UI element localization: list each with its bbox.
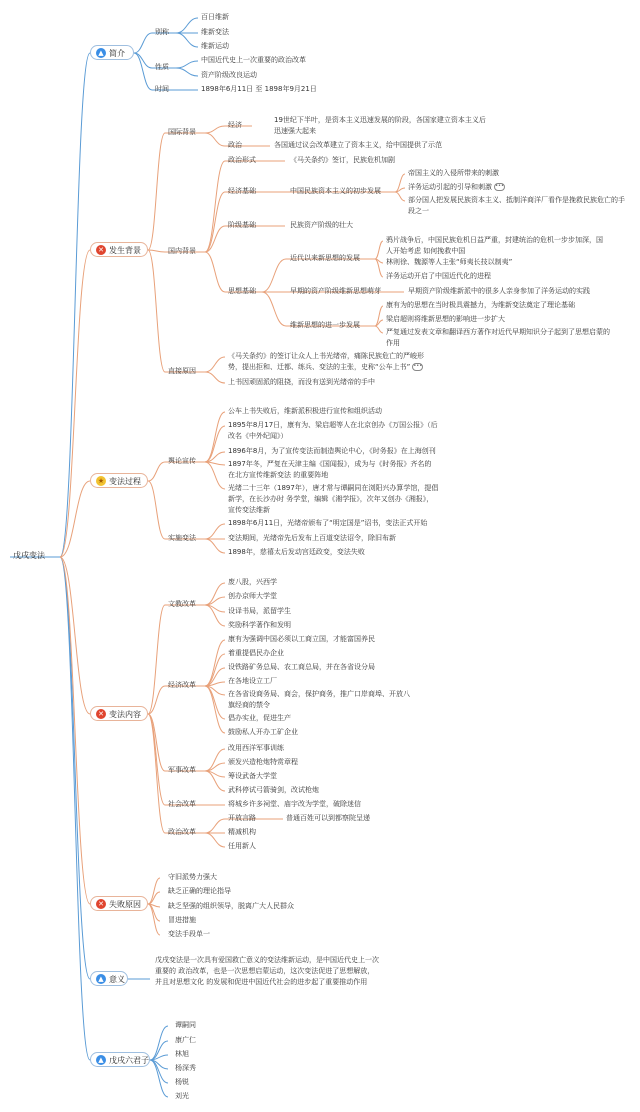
culture-item: 设译书局，派留学生	[228, 607, 291, 615]
economic-item: 帝国主义的入侵所带来的刺激	[408, 169, 499, 177]
connector	[176, 18, 198, 33]
connector	[375, 326, 383, 333]
section-meaning-label: 意义	[109, 975, 125, 984]
connector	[205, 126, 225, 133]
opinion-item: 1896年8月，为了宣传变法而制造舆论中心，《时务报》在上海创刊	[228, 447, 436, 455]
connector	[205, 539, 225, 553]
failure-item: 守旧派势力强大	[168, 873, 217, 881]
connector	[205, 583, 225, 605]
gentleman-item: 杨锐	[175, 1078, 189, 1086]
failure-item: 冒进措施	[168, 916, 196, 924]
thought-c-item: 康有为的思想在当时极具震撼力，为维新变法奠定了理论基础	[386, 301, 575, 309]
implement-label: 实施变法	[168, 534, 196, 542]
connector	[375, 241, 383, 259]
connector	[148, 481, 165, 539]
connector	[205, 749, 225, 771]
thought-a-item: 林则徐、魏源等人主张“师夷长技以制夷”	[386, 258, 513, 266]
gentleman-item: 林旭	[175, 1050, 189, 1058]
no-icon: ✕	[96, 709, 106, 719]
root-node[interactable]: 戊戌变法	[13, 551, 45, 560]
section-six-label: 戊戌六君子	[109, 1056, 149, 1065]
connector	[205, 357, 225, 372]
economic-item: 部分国人把发展民族资本主义、抵制洋商洋厂看作是挽救民族危亡的手段之一	[408, 196, 625, 215]
connector	[148, 133, 165, 250]
social-reform-value: 将城乡许多祠堂、庙宇改为学堂，破除迷信	[228, 800, 361, 808]
social-reform-label: 社会改革	[168, 800, 196, 808]
section-content[interactable]	[90, 706, 148, 721]
military-item: 颁发兴造枪炮特赏章程	[228, 758, 298, 766]
alias-item: 维新运动	[201, 42, 229, 50]
opinion-item: 光绪二十三年（1897年），唐才常与谭嗣同在浏阳兴办算学馆，提倡新学，在长沙办时 务学堂，编辑《湘学报》，次年又创办《湘报》，宣传变法维新	[228, 484, 439, 514]
opinion-item: 1895年8月17日，康有为、梁启超等人在北京创办《万国公报》（后改名《中外纪闻》）	[228, 421, 438, 440]
domestic-economic-mid: 中国民族资本主义的初步发展	[290, 187, 381, 195]
section-background-label: 发生背景	[109, 246, 141, 255]
thought-a-item: 鸦片战争后，中国民族危机日益严重，封建统治的危机一步步加深，国人开始考虑 如何挽救中国	[386, 236, 603, 255]
thought-c: 维新思想的进一步发展	[290, 321, 360, 329]
intl-politics-label: 政治	[228, 141, 242, 149]
meaning-text: 戊戌变法是一次具有爱国救亡意义的变法维新运动，是中国近代史上一次重要的 政治改革，也是一次思想启蒙运动，这次变法促进了思想解放，并且对思想文化 的发展和促进中国近代社会的进步起了重要推动作用	[155, 956, 379, 986]
connector	[148, 878, 160, 904]
opinion-item: 公车上书失败后，维新派积极进行宣传和组织活动	[228, 407, 382, 415]
connector	[205, 412, 225, 462]
failure-item: 缺乏坚强的组织领导，脱离广大人民群众	[168, 902, 294, 910]
failure-item: 变法手段单一	[168, 930, 210, 938]
connector	[205, 252, 225, 292]
connector	[148, 250, 165, 252]
no-icon: ✕	[96, 899, 106, 909]
economy-reform-label: 经济改革	[168, 681, 196, 689]
economy-item: 在各地设立工厂	[228, 677, 277, 685]
flame-icon: ▲	[96, 974, 106, 984]
thought-c-item: 严复通过发表文章和翻译西方著作对近代早期知识分子起到了思想启蒙的作用	[386, 328, 610, 347]
economy-item: 在各省设商务局、商会，保护商务，推广口岸商埠、开放八旗经商的禁令	[228, 690, 410, 709]
intro-aliases-label: 别称	[155, 28, 169, 36]
no-icon: ✕	[96, 245, 106, 255]
economy-item: 鼓励私人开办工矿企业	[228, 728, 298, 736]
more-icon[interactable]: •••	[495, 183, 504, 189]
implement-item: 变法期间，光绪帝先后发布上百道变法诏令，除旧布新	[228, 534, 396, 542]
connector	[60, 557, 90, 979]
nature-item: 中国近代史上一次重要的政治改革	[201, 56, 306, 64]
domestic-background-label: 国内背景	[168, 247, 196, 255]
politics-open-label: 开放言路	[228, 814, 256, 822]
gentleman-item: 刘光	[175, 1092, 189, 1100]
intl-economy-value: 19世纪下半叶，是资本主义迅速发展的阶段，各国家建立资本主义后 迅速强大起来	[274, 116, 486, 135]
connector	[134, 53, 152, 68]
connector	[205, 640, 225, 686]
section-process[interactable]	[90, 473, 148, 488]
connector	[148, 462, 165, 481]
connector	[150, 1060, 168, 1097]
intl-economy-label: 经济	[228, 121, 242, 129]
connector	[176, 61, 198, 68]
section-background[interactable]	[90, 242, 148, 257]
thought-a-item: 洋务运动开启了中国近代化的进程	[386, 272, 491, 280]
connector	[205, 372, 225, 383]
connector	[395, 188, 405, 192]
alias-item: 百日维新	[201, 13, 229, 21]
connector	[205, 819, 225, 833]
military-item: 改用西洋军事训练	[228, 744, 284, 752]
economic-item: 洋务运动引起的引导和刺激 •••	[408, 183, 504, 191]
connector	[375, 259, 383, 277]
connector	[176, 33, 198, 47]
domestic-economic-label: 经济基础	[228, 187, 256, 195]
politics-reform-label: 政治改革	[168, 828, 196, 836]
connector	[395, 174, 405, 192]
economy-item: 康有为强调中国必须以工商立国，才能富国养民	[228, 635, 375, 643]
thought-a: 近代以来新思想的发展	[290, 254, 360, 262]
section-six-gentlemen[interactable]	[90, 1052, 150, 1067]
direct-cause-item: 《马关条约》的签订让众人上书光绪帝，痛陈民族危亡的严峻形势，提出拒和、迁都、练兵、变法的主张，史称“公车上书” •••	[228, 352, 424, 371]
section-process-label: 变法过程	[109, 477, 141, 486]
direct-cause-item: 上书因顽固派的阻挠，而没有送到光绪帝的手中	[228, 378, 375, 386]
connector	[60, 557, 90, 714]
connector	[60, 53, 90, 557]
flame-icon: ▲	[96, 1055, 106, 1065]
intl-background-label: 国际背景	[168, 128, 196, 136]
connector	[205, 524, 225, 539]
connector	[205, 133, 225, 146]
thought-b-value: 早期资产阶级维新派中的很多人亲身参加了洋务运动的实践	[408, 287, 590, 295]
connector	[205, 192, 225, 252]
section-failure[interactable]	[90, 896, 148, 911]
direct-cause-label: 直接原因	[168, 367, 196, 375]
section-intro-label: 简介	[109, 49, 125, 58]
gentleman-item: 谭嗣同	[175, 1021, 196, 1029]
connector	[148, 714, 165, 833]
culture-item: 废八股，兴西学	[228, 578, 277, 586]
section-content-label: 变法内容	[109, 710, 141, 719]
opinion-label: 舆论宣传	[168, 457, 196, 465]
thought-b: 早期的资产阶级维新思想萌芽	[290, 287, 381, 295]
connector	[134, 53, 152, 90]
connector	[205, 833, 225, 847]
more-icon[interactable]: •••	[413, 363, 423, 369]
domestic-political-label: 政治形式	[228, 156, 256, 164]
intro-time-value: 1898年6月11日 至 1898年9月21日	[201, 85, 317, 93]
politics-open-value: 普通百姓可以到都察院呈递	[286, 814, 370, 822]
thought-c-item: 梁启超则将维新思想的影响进一步扩大	[386, 315, 505, 323]
culture-item: 创办京师大学堂	[228, 592, 277, 600]
connector	[176, 68, 198, 76]
flame-icon: ▲	[96, 48, 106, 58]
culture-reform-label: 文教改革	[168, 600, 196, 608]
politics-item: 任用新人	[228, 842, 256, 850]
connector	[148, 605, 165, 714]
connector	[148, 904, 160, 935]
economy-item: 倡办实业，促进生产	[228, 714, 291, 722]
intl-politics-value: 各国通过议会改革建立了资本主义，给中国提供了示范	[274, 141, 442, 149]
connector	[148, 714, 165, 805]
culture-item: 奖励科学著作和发明	[228, 621, 291, 629]
implement-item: 1898年，慈禧太后发动宫廷政变，变法失败	[228, 548, 365, 556]
connector	[60, 557, 90, 904]
connector	[205, 686, 225, 733]
connector	[134, 33, 152, 53]
connector	[205, 654, 225, 686]
intro-time-label: 时间	[155, 85, 169, 93]
opinion-item: 1897年冬，严复在天津主编《国闻报》，成为与《时务报》齐名的在北方宣传维新变法 的重要阵地	[228, 460, 432, 479]
connector	[262, 292, 286, 326]
gentleman-item: 杨深秀	[175, 1064, 196, 1072]
connector	[205, 462, 225, 489]
section-intro[interactable]	[90, 45, 134, 60]
failure-item: 缺乏正确的理论指导	[168, 887, 231, 895]
domestic-class-value: 民族资产阶级的壮大	[290, 221, 353, 229]
military-item: 筹设武备大学堂	[228, 772, 277, 780]
military-reform-label: 军事改革	[168, 766, 196, 774]
section-meaning[interactable]	[90, 971, 128, 986]
gentleman-item: 康广仁	[175, 1036, 196, 1044]
connector	[262, 259, 286, 292]
alias-item: 维新变法	[201, 28, 229, 36]
implement-item: 1898年6月11日，光绪帝颁布了“明定国是”诏书，变法正式开始	[228, 519, 428, 527]
connector	[395, 192, 405, 201]
connector	[148, 250, 165, 372]
economy-item: 着重提倡民办企业	[228, 649, 284, 657]
domestic-thought-label: 思想基础	[228, 287, 256, 295]
domestic-class-label: 阶级基础	[228, 221, 256, 229]
intro-nature-label: 性质	[155, 63, 169, 71]
economy-item: 设铁路矿务总局、农工商总局，并在各省设分局	[228, 663, 375, 671]
section-failure-label: 失败原因	[109, 900, 141, 909]
military-item: 武科停试弓箭骑剑，改试枪炮	[228, 786, 319, 794]
nature-item: 资产阶级改良运动	[201, 71, 257, 79]
star-icon: ★	[97, 476, 105, 485]
politics-item: 精减机构	[228, 828, 256, 836]
domestic-political-value: 《马关条约》签订，民族危机加剧	[290, 156, 395, 164]
